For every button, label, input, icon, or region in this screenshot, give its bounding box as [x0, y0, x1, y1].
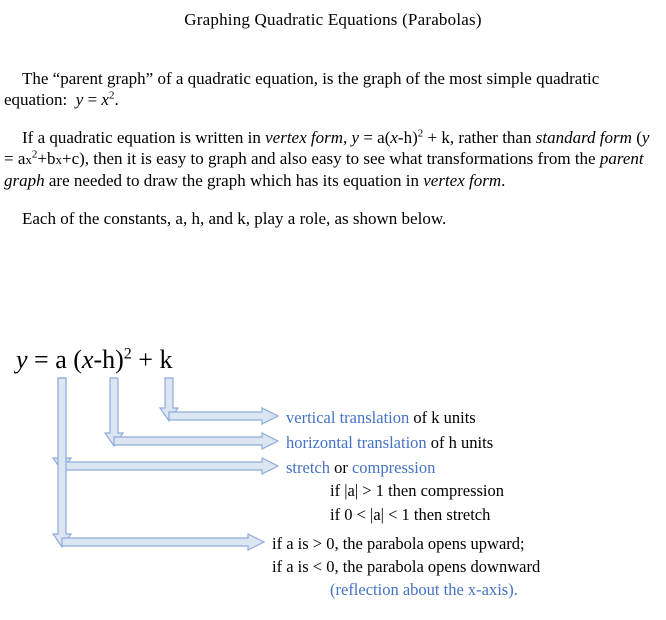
annotation-stretch-condition: if 0 < |a| < 1 then stretch: [330, 505, 491, 524]
page-title: Graphing Quadratic Equations (Parabolas): [184, 10, 482, 29]
arrow-a-stretch: [53, 378, 71, 471]
arrow-k-shaft: [169, 408, 278, 424]
annotation-rest: about the x-axis).: [398, 580, 518, 599]
annotation-compression-condition: if |a| > 1 then compression: [330, 481, 504, 500]
arrow-a-direction: [53, 378, 71, 547]
paragraph-constants: Each of the constants, a, h, and k, play a role, as shown below.: [22, 209, 447, 228]
arrow-h: [105, 378, 123, 446]
document-body: [0, 68, 666, 229]
annotation-rest: of k units: [409, 408, 476, 427]
annotation-highlight: (reflection: [330, 580, 399, 599]
annotation-middle: or: [329, 458, 352, 477]
arrow-k: [160, 378, 178, 421]
annotation-reflection: [330, 580, 518, 600]
paragraph-vertex-form: If a quadratic equation is written in vertex form, $y = a(x-h)^2 + k$, rather than standard form $(y = ax^2+bx+c)$, then it is easy to graph and also easy to see what transformations from the parent graph are needed to draw the graph which has its equation in vertex form.: [4, 127, 650, 190]
annotation-highlight: horizontal translation: [286, 433, 427, 452]
arrow-a-direction-shaft: [62, 534, 264, 550]
annotation-rest: of h units: [426, 433, 494, 452]
annotation-stretch-compression: [286, 458, 435, 478]
annotation-opens-upward: if a is > 0, the parabola opens upward;: [272, 534, 525, 553]
annotation-opens-downward: if a is < 0, the parabola opens downward: [272, 557, 541, 576]
vertex-form-formula: y = a $(x-h)^2 + k$: [16, 345, 173, 374]
annotation-highlight: stretch: [286, 458, 330, 477]
annotation-horizontal-translation: [286, 433, 493, 453]
arrow-h-shaft: [114, 433, 278, 449]
annotation-vertical-translation: [286, 408, 476, 428]
arrow-a-stretch-shaft: [62, 458, 278, 474]
annotation-highlight-2: compression: [351, 458, 436, 477]
annotation-highlight: vertical translation: [286, 408, 410, 427]
paragraph-parent-graph: The “parent graph” of a quadratic equation, is the graph of the most simple quadratic equation: $y = x^2$.: [4, 69, 600, 109]
